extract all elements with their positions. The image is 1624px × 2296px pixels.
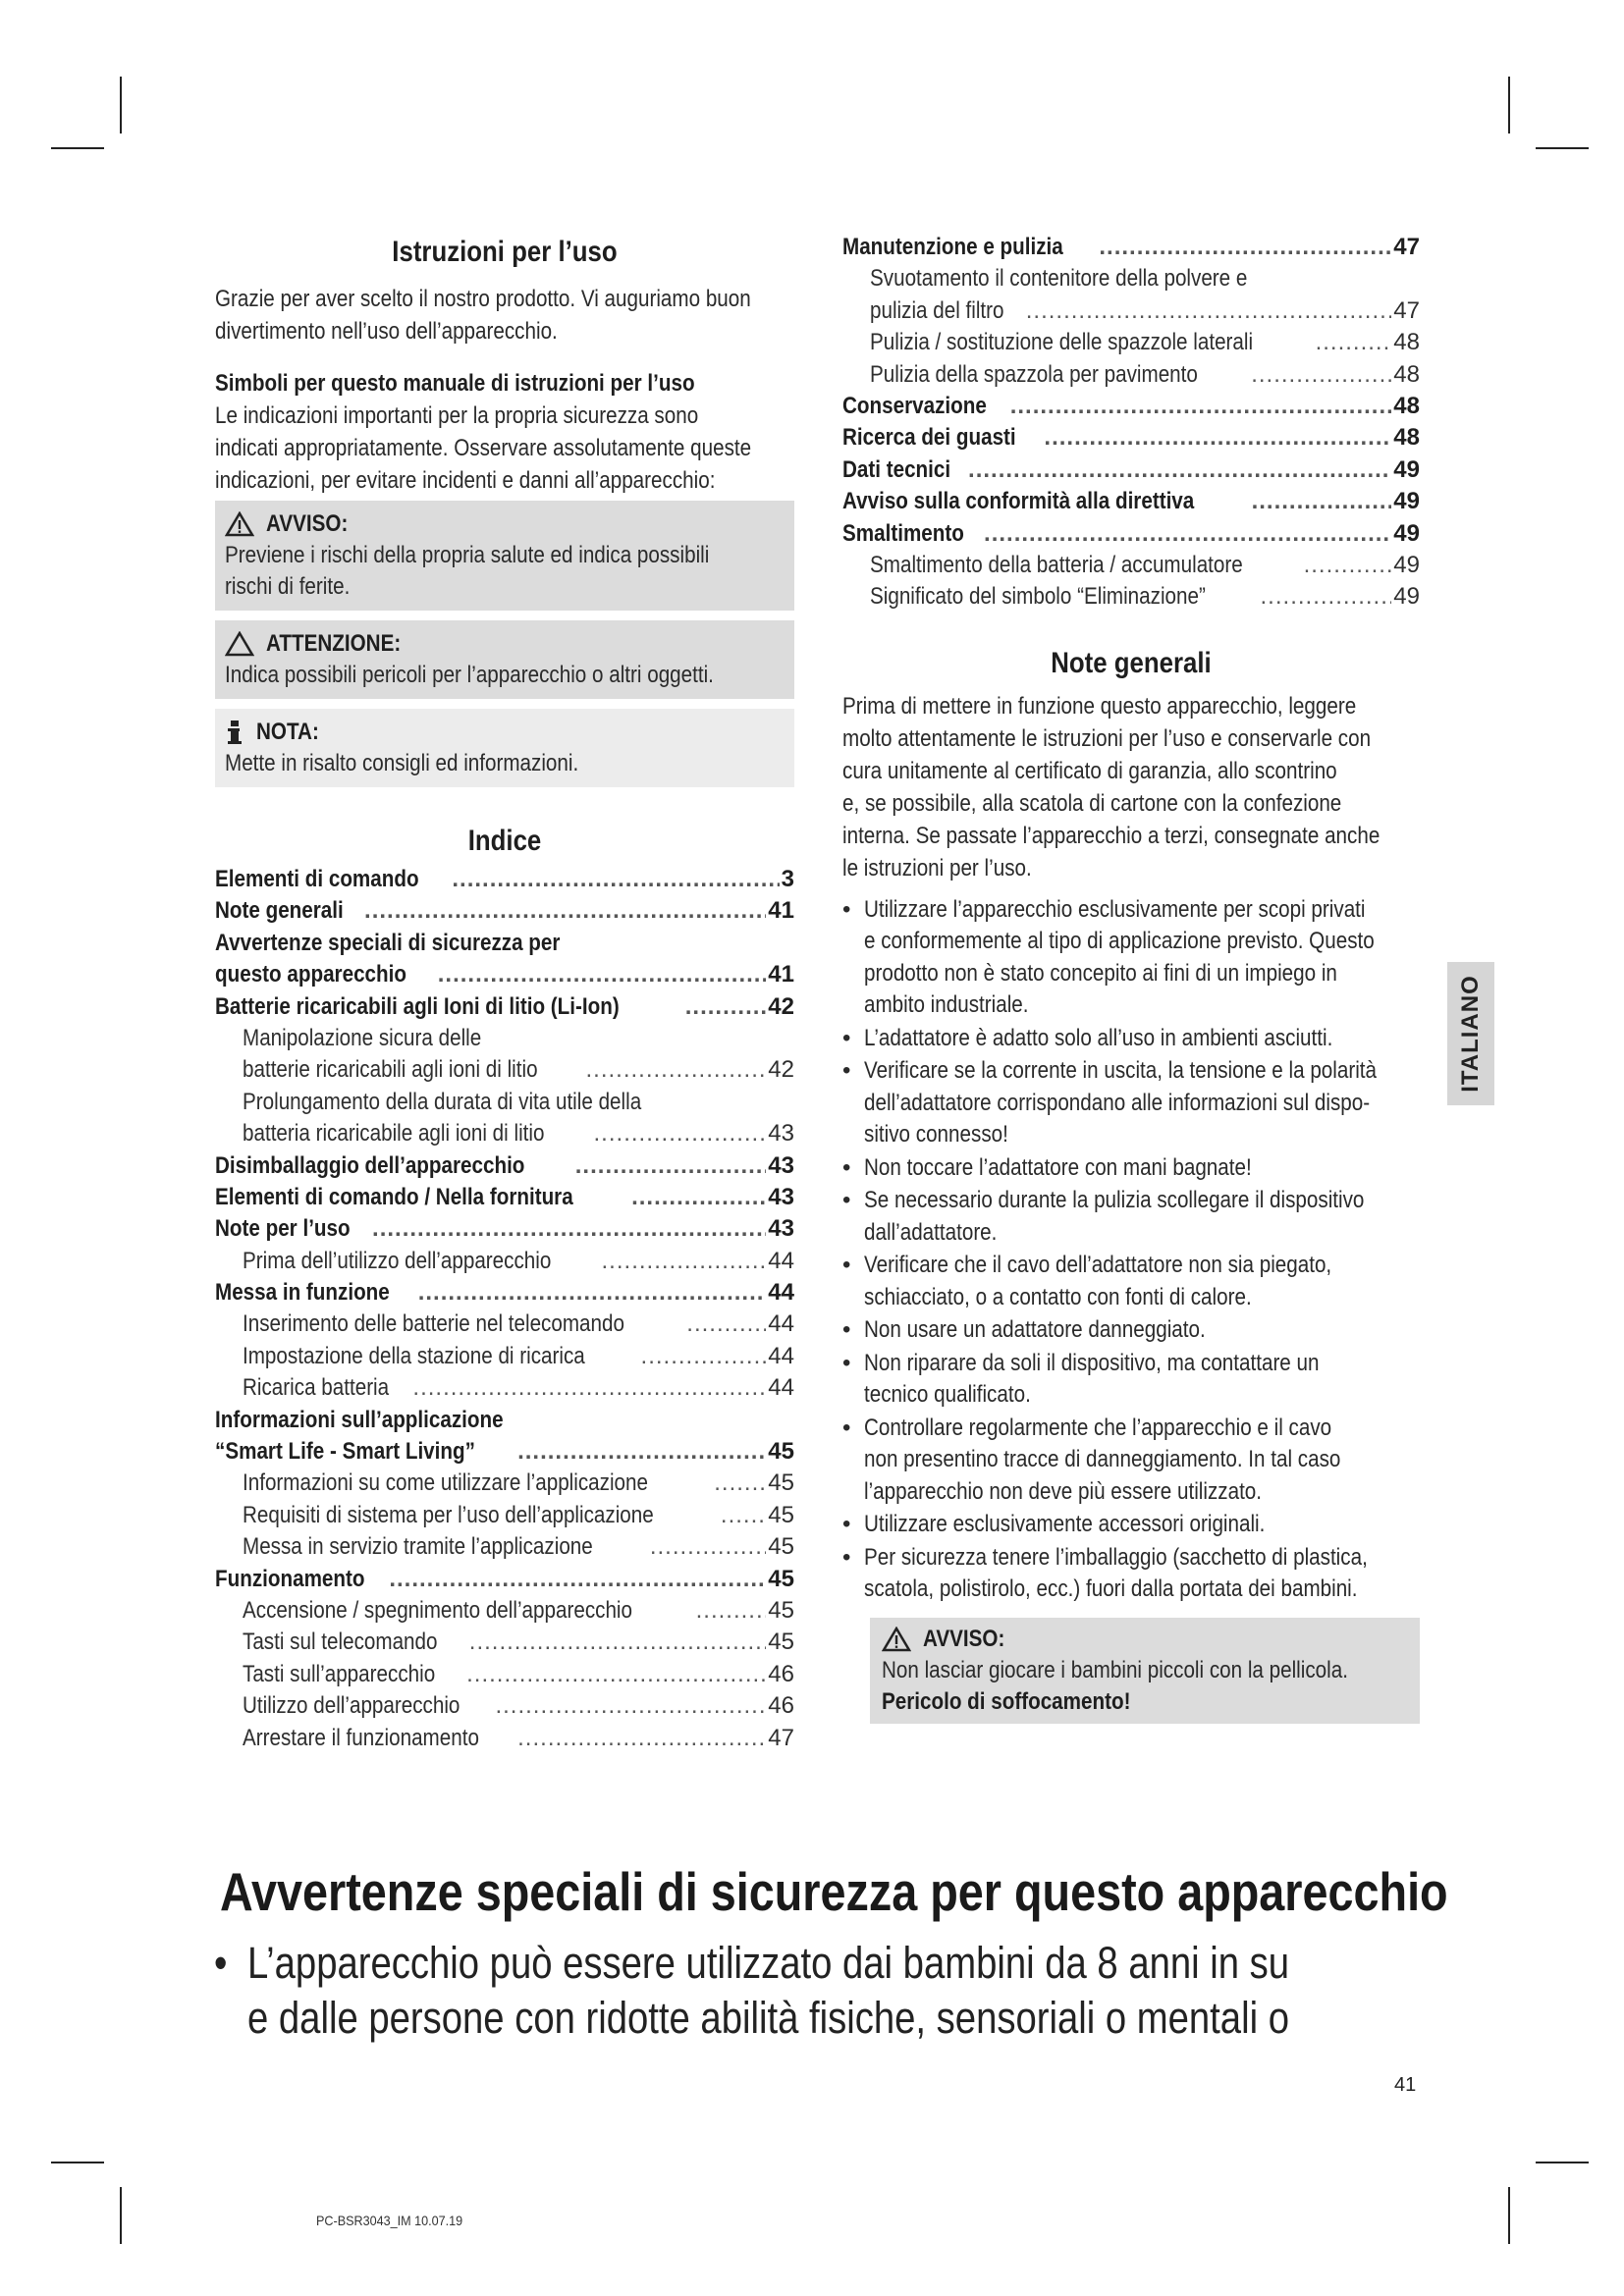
symbols-title: Simboli per questo manuale di istruzioni per l’uso [215,370,695,397]
caution-box: ATTENZIONE: Indica possibili pericoli per l’apparecchio o altri oggetti. [215,620,794,699]
toc-leader-dots [631,1182,766,1213]
toc-entry-page: 49 [1393,519,1420,547]
toc-entry-label: Impostazione della stazione di ricarica [243,1342,585,1369]
toc-entry-label: Funzionamento [215,1565,365,1592]
toc-entry [215,1213,794,1245]
crop-mark [1508,2187,1510,2244]
warning-triangle-icon [882,1627,911,1652]
toc-entry-page: 49 [1393,488,1420,515]
toc-entry [215,1308,794,1340]
toc-entry [842,232,1420,263]
list-item-line: scatola, polistirolo, ecc.) fuori dalla portata dei bambini. [864,1575,1358,1603]
toc-entry [842,359,1420,391]
page-number: 41 [1394,2074,1417,2096]
toc-entry-page: 46 [768,1660,794,1687]
crop-mark [51,147,104,149]
toc-entry-page: 48 [1393,424,1420,452]
toc-entry-page: 45 [768,1533,794,1561]
toc-entry-label: questo apparecchio [215,961,406,988]
warning-triangle-icon [225,511,254,537]
list-item [842,1185,1420,1249]
toc-entry-label: Pulizia della spazzola per pavimento [870,360,1198,388]
list-item-line: • Verificare che il cavo dell’adattatore non sia piegato, [864,1252,1332,1279]
toc-entry-page: 41 [768,897,794,925]
list-item [842,1509,1420,1541]
list-item-line: • Non usare un adattatore danneggiato. [864,1316,1206,1344]
toc-entry-label: batteria ricaricabile agli ioni di litio [243,1120,545,1148]
toc-entry-label: Ricerca dei guasti [842,424,1016,452]
toc-entry [215,1500,794,1531]
crop-mark [1536,147,1589,149]
list-item-line: e conformemente al tipo di applicazione previsto. Questo [864,928,1375,955]
safety-section-title: Avvertenze speciali di sicurezza per questo apparecchio [220,1861,1448,1922]
toc-entry-label: Requisiti di sistema per l’uso dell’applicazione [243,1501,654,1528]
toc-entry-page: 42 [768,1056,794,1084]
toc-entry-page: 47 [768,1724,794,1751]
list-item-line: • Se necessario durante la pulizia scollegare il dispositivo [864,1187,1365,1214]
toc-entry-label: Batterie ricaricabili agli Ioni di litio (Li-Ion) [215,992,620,1020]
toc-entry [215,1468,794,1499]
toc-leader-dots [1304,550,1392,581]
toc-entry [215,1150,794,1182]
toc-title: Indice [467,825,542,857]
list-item [842,1250,1420,1313]
intro-text: Grazie per aver scelto il nostro prodotto. Vi auguriamo buon divertimento nell’uso dell’apparecchio. [215,286,751,345]
table-of-contents-continued [842,232,1420,614]
toc-entry-page: 48 [1393,329,1420,356]
toc-entry-page: 48 [1393,360,1420,388]
toc-entry [215,1277,794,1308]
list-item [842,1055,1420,1151]
toc-entry-label: batterie ricaricabili agli ioni di litio [243,1056,538,1084]
toc-entry [215,1054,794,1086]
toc-entry-label: Ricarica batteria [243,1374,390,1402]
toc-entry-page: 45 [768,1501,794,1528]
toc-entry-label: Informazioni su come utilizzare l’applicazione [243,1469,649,1497]
list-item-line: dall’adattatore. [864,1218,998,1246]
toc-leader-dots [1316,327,1392,358]
toc-entry-page: 43 [768,1120,794,1148]
toc-leader-dots [418,1277,767,1308]
toc-entry-page: 49 [1393,551,1420,578]
crop-mark [120,2187,122,2244]
toc-entry-label: Smaltimento [842,519,964,547]
toc-entry-page: 45 [768,1469,794,1497]
list-item-line: non presentino tracce di danneggiamento. In tal caso [864,1446,1341,1473]
footer-code: PC-BSR3043_IM 10.07.19 [316,2213,463,2228]
toc-leader-dots [372,1213,766,1245]
toc-leader-dots [575,1150,767,1182]
toc-entry-label: Manutenzione e pulizia [842,234,1063,260]
toc-entry [842,391,1420,422]
warning-box: AVVISO: Previene i rischi della propria salute ed indica possibili rischi di ferite. [215,501,794,611]
toc-leader-dots [412,1372,766,1404]
general-notes-text: Prima di mettere in funzione questo apparecchio, leggere molto attentamente le istruzioni per l’uso e conservarle con cura unitamente al certificato di garanzia, allo scontrino e, se possibile, alla scatola di cartone con la confezione interna. Se passate l’apparecchio a terzi, consegnate anche le istruzioni per l’uso. [842,692,1380,881]
toc-entry-label: Tasti sull’apparecchio [243,1660,436,1687]
toc-entry [842,581,1420,613]
toc-entry-label: Elementi di comando [215,866,419,892]
toc-leader-dots [466,1659,766,1690]
toc-entry-page: 45 [768,1438,794,1466]
toc-entry [842,518,1420,550]
list-item-line: • L’adattatore è adatto solo all’uso in ambienti asciutti. [864,1024,1333,1051]
toc-entry-page: 43 [768,1215,794,1243]
toc-entry-page: 41 [768,961,794,988]
toc-leader-dots [714,1468,766,1499]
toc-entry [215,1627,794,1658]
toc-entry-label: Prima dell’utilizzo dell’apparecchio [243,1247,552,1274]
toc-entry [215,1723,794,1754]
crop-mark [1508,77,1510,133]
toc-entry [215,1182,794,1213]
general-notes-title: Note generali [1051,646,1212,679]
toc-leader-dots [517,1723,766,1754]
list-item [842,1542,1420,1606]
toc-entry-page: 46 [768,1692,794,1720]
toc-entry-page: 44 [768,1374,794,1402]
list-item [842,1152,1420,1185]
list-item-line: l’apparecchio non deve più essere utilizzato. [864,1477,1263,1505]
toc-entry [215,928,794,959]
toc-entry [215,1246,794,1277]
toc-entry-label: pulizia del filtro [870,296,1004,324]
toc-entry-label: Significato del simbolo “Eliminazione” [870,583,1206,611]
toc-leader-dots [452,864,779,895]
toc-entry-page: 44 [768,1247,794,1274]
toc-entry-page: 45 [768,1565,794,1592]
table-of-contents [215,864,794,1754]
toc-entry [215,1118,794,1149]
toc-leader-dots [696,1595,767,1627]
toc-entry [215,1023,794,1054]
toc-leader-dots [650,1531,766,1563]
list-item-line: ambito industriale. [864,991,1029,1019]
toc-entry [215,1372,794,1404]
info-icon [225,720,244,745]
toc-entry [842,454,1420,486]
toc-entry-label: Prolungamento della durata di vita utile della [243,1088,642,1115]
toc-entry-label: “Smart Life - Smart Living” [215,1438,475,1466]
toc-leader-dots [685,991,767,1023]
toc-entry [842,295,1420,327]
toc-entry-label: Manipolazione sicura delle [243,1024,482,1051]
toc-entry-page: 43 [768,1151,794,1179]
toc-leader-dots [594,1118,767,1149]
toc-leader-dots [1044,422,1391,454]
toc-entry-label: Utilizzo dell’apparecchio [243,1692,460,1720]
safety-bullet-list [842,894,1420,1606]
toc-entry [215,1341,794,1372]
toc-leader-dots [1251,359,1391,391]
toc-entry-page: 44 [768,1279,794,1307]
list-item-line: • Utilizzare esclusivamente accessori originali. [864,1511,1266,1538]
toc-entry [842,327,1420,358]
toc-leader-dots [1099,232,1391,263]
list-item [842,1413,1420,1509]
toc-leader-dots [1252,486,1392,517]
toc-entry-page: 49 [1393,455,1420,483]
toc-leader-dots [1261,581,1392,613]
list-item-line: • Utilizzare l’apparecchio esclusivamente per scopi privati [864,895,1366,923]
toc-entry [215,1531,794,1563]
toc-leader-dots [686,1308,766,1340]
toc-entry [842,422,1420,454]
list-item-line: schiacciato, o a contatto con fonti di calore. [864,1283,1252,1310]
toc-entry-page: 47 [1393,296,1420,324]
toc-entry-label: Note generali [215,897,344,925]
toc-entry [215,1087,794,1118]
list-item-line: • Non riparare da soli il dispositivo, ma contattare un [864,1349,1320,1376]
toc-leader-dots [469,1627,767,1658]
right-column [842,236,1420,1724]
toc-entry-page: 42 [768,992,794,1020]
toc-entry-label: Svuotamento il contenitore della polvere e [870,265,1248,293]
caution-triangle-icon [225,631,254,657]
left-column [215,236,794,1754]
list-item-line: dell’adattatore corrispondano alle informazioni sul dispo- [864,1089,1371,1116]
toc-leader-dots [495,1690,766,1722]
toc-entry-label: Avviso sulla conformità alla direttiva [842,488,1195,515]
toc-leader-dots [968,454,1391,486]
crop-mark [120,77,122,133]
toc-leader-dots [438,959,767,990]
toc-entry-page: 44 [768,1310,794,1338]
intro-title: Istruzioni per l’uso [392,236,618,268]
list-item-line: prodotto non è stato concepito ai fini di un impiego in [864,959,1337,987]
language-tab: ITALIANO [1447,962,1494,1105]
suffocation-warning-box: AVVISO: Non lasciar giocare i bambini piccoli con la pellicola. Pericolo di soffocamento! [870,1618,1420,1724]
toc-entry-page: 45 [768,1596,794,1624]
list-item-line: • Verificare se la corrente in uscita, la tensione e la polarità [864,1057,1378,1085]
list-item [842,1314,1420,1347]
toc-leader-dots [1026,295,1392,327]
toc-entry-page: 45 [768,1629,794,1656]
list-item [842,1023,1420,1055]
toc-entry-page: 43 [768,1183,794,1210]
list-item [842,1348,1420,1412]
toc-entry-label: Accensione / spegnimento dell’apparecchio [243,1596,632,1624]
toc-entry [215,1595,794,1627]
toc-entry-page: 44 [768,1342,794,1369]
toc-entry-label: Avvertenze speciali di sicurezza per [215,929,561,956]
toc-leader-dots [602,1246,767,1277]
toc-entry [215,1564,794,1595]
toc-entry-page: 49 [1393,583,1420,611]
toc-entry-page: 48 [1393,392,1420,419]
toc-entry-label: Tasti sul telecomando [243,1629,438,1656]
toc-entry [842,486,1420,517]
symbols-text: Le indicazioni importanti per la propria sicurezza sono indicati appropriatamente. Osservare assolutamente queste indicazioni, per evitare incidenti e danni all’apparecchio: [215,402,752,494]
toc-entry-label: Conservazione [842,392,987,419]
toc-leader-dots [364,895,766,927]
list-item-line: • Per sicurezza tenere l’imballaggio (sacchetto di plastica, [864,1543,1368,1571]
crop-mark [1536,2162,1589,2163]
list-item-line: • Controllare regolarmente che l’apparecchio e il cavo [864,1414,1332,1441]
toc-entry-label: Inserimento delle batterie nel telecomando [243,1310,624,1338]
toc-leader-dots [389,1564,766,1595]
toc-leader-dots [517,1436,766,1468]
toc-leader-dots [721,1500,766,1531]
toc-entry [215,895,794,927]
toc-entry-label: Elementi di comando / Nella fornitura [215,1183,573,1210]
toc-entry [842,263,1420,294]
toc-entry-label: Arrestare il funzionamento [243,1724,479,1751]
toc-entry-label: Disimballaggio dell’apparecchio [215,1151,525,1179]
toc-entry [215,1690,794,1722]
note-box: NOTA: Mette in risalto consigli ed informazioni. [215,709,794,787]
toc-entry-label: Dati tecnici [842,455,951,483]
toc-entry [215,991,794,1023]
toc-entry-label: Informazioni sull’applicazione [215,1406,504,1433]
toc-entry-label: Smaltimento della batteria / accumulatore [870,551,1243,578]
crop-mark [51,2162,104,2163]
safety-section-bullet: • L’apparecchio può essere utilizzato dai bambini da 8 anni in su e dalle persone con ridotte abilità fisiche, sensoriali o mentali o [214,1938,1290,2043]
list-item-line: tecnico qualificato. [864,1381,1031,1409]
toc-leader-dots [641,1341,767,1372]
toc-leader-dots [1010,391,1392,422]
toc-entry [215,864,794,895]
toc-entry-page: 3 [781,866,794,892]
toc-entry [215,1436,794,1468]
toc-entry-label: Messa in funzione [215,1279,390,1307]
toc-entry-label: Messa in servizio tramite l’applicazione [243,1533,593,1561]
toc-leader-dots [586,1054,767,1086]
toc-entry-label: Pulizia / sostituzione delle spazzole laterali [870,329,1254,356]
toc-entry [842,550,1420,581]
list-item [842,894,1420,1022]
toc-entry [215,1659,794,1690]
toc-entry [215,959,794,990]
toc-entry-label: Note per l’uso [215,1215,351,1243]
list-item-line: sitivo connesso! [864,1121,1008,1148]
toc-leader-dots [984,518,1391,550]
toc-entry-page: 47 [1393,234,1420,260]
toc-entry [215,1405,794,1436]
list-item-line: • Non toccare l’adattatore con mani bagnate! [864,1153,1252,1181]
